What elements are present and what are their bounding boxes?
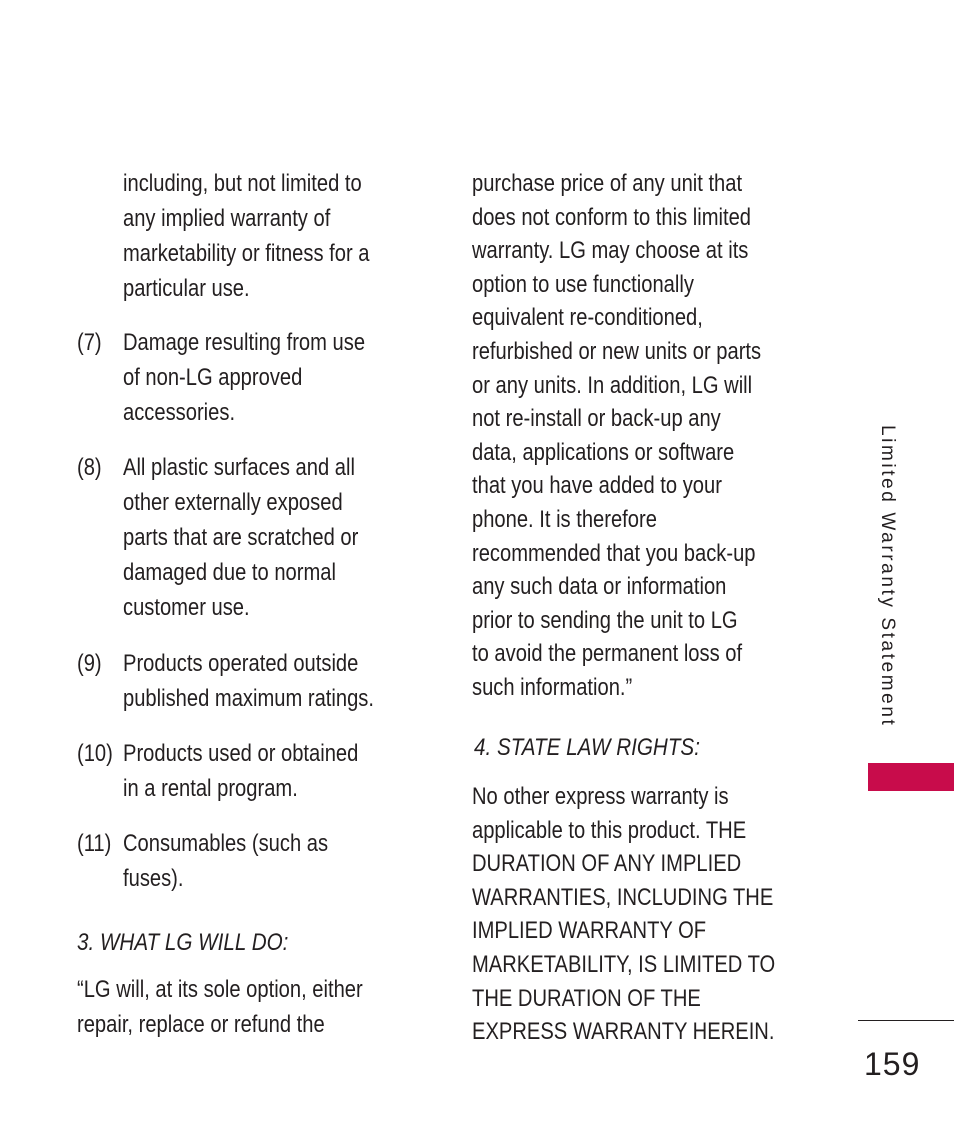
text-line: refurbished or new units or parts — [472, 337, 762, 365]
list-item — [123, 736, 403, 806]
page-number: 159 — [864, 1046, 921, 1082]
section-tab-marker — [868, 763, 954, 791]
text-line: or any units. In addition, LG will — [472, 371, 753, 399]
text-line: IMPLIED WARRANTY OF — [472, 917, 707, 945]
list-item-number: (8) — [77, 454, 102, 481]
section-heading: 3. WHAT LG WILL DO: — [77, 929, 289, 956]
text-line: THE DURATION OF THE — [472, 984, 701, 1012]
text-line: customer use. — [123, 594, 250, 621]
intro-paragraph — [123, 166, 416, 306]
text-line: No other express warranty is — [472, 783, 729, 810]
text-line: such information.” — [472, 673, 633, 701]
text-line: particular use. — [123, 275, 250, 302]
text-line: to avoid the permanent loss of — [472, 640, 743, 668]
text-line: MARKETABILITY, IS LIMITED TO — [472, 950, 776, 978]
text-line: Products used or obtained — [123, 740, 359, 767]
section-heading: 4. STATE LAW RIGHTS: — [474, 734, 700, 761]
text-line: published maximum ratings. — [123, 685, 374, 712]
text-line: repair, replace or refund the — [77, 1011, 325, 1038]
text-line: DURATION OF ANY IMPLIED — [472, 850, 742, 878]
text-line: warranty. LG may choose at its — [472, 237, 749, 265]
paragraph — [472, 780, 833, 1049]
text-line: recommended that you back-up — [472, 539, 756, 567]
text-line: purchase price of any unit that — [472, 170, 743, 197]
list-item — [123, 325, 411, 430]
text-line: EXPRESS WARRANTY HEREIN. — [472, 1018, 775, 1046]
section-title-vertical: Limited Warranty Statement — [877, 425, 898, 728]
section-side-label — [870, 425, 900, 755]
list-item — [123, 450, 403, 625]
paragraph — [77, 972, 417, 1042]
text-line: phone. It is therefore — [472, 505, 657, 533]
text-line: Consumables (such as — [123, 830, 329, 857]
text-line: that you have added to your — [472, 472, 722, 500]
text-line: fuses). — [123, 865, 184, 892]
text-line: “LG will, at its sole option, either — [77, 976, 363, 1003]
text-line: equivalent re-conditioned, — [472, 304, 703, 332]
list-item-number: (7) — [77, 329, 102, 356]
text-line: in a rental program. — [123, 775, 298, 802]
list-item-number: (11) — [77, 830, 112, 857]
text-line: option to use functionally — [472, 270, 694, 298]
text-line: Damage resulting from use — [123, 329, 366, 356]
paragraph — [472, 167, 816, 705]
text-line: any such data or information — [472, 573, 727, 601]
text-line: any implied warranty of — [123, 205, 331, 232]
text-line: WARRANTIES, INCLUDING THE — [472, 883, 774, 911]
text-line: damaged due to normal — [123, 559, 336, 586]
text-line: parts that are scratched or — [123, 524, 359, 551]
list-item — [123, 646, 422, 716]
list-item — [123, 826, 367, 896]
text-line: not re-install or back-up any — [472, 405, 721, 433]
text-line: accessories. — [123, 399, 236, 426]
text-line: applicable to this product. THE — [472, 816, 747, 844]
text-line: including, but not limited to — [123, 170, 362, 197]
list-item-number: (9) — [77, 650, 102, 677]
list-item-number: (10) — [77, 740, 113, 767]
text-line: All plastic surfaces and all — [123, 454, 355, 481]
text-line: does not conform to this limited — [472, 203, 752, 231]
text-line: other externally exposed — [123, 489, 343, 516]
text-line: Products operated outside — [123, 650, 359, 677]
text-line: marketability or fitness for a — [123, 240, 370, 267]
text-line: data, applications or software — [472, 438, 735, 466]
text-line: of non-LG approved — [123, 364, 303, 391]
footer-rule — [858, 1020, 954, 1021]
text-line: prior to sending the unit to LG — [472, 606, 738, 634]
